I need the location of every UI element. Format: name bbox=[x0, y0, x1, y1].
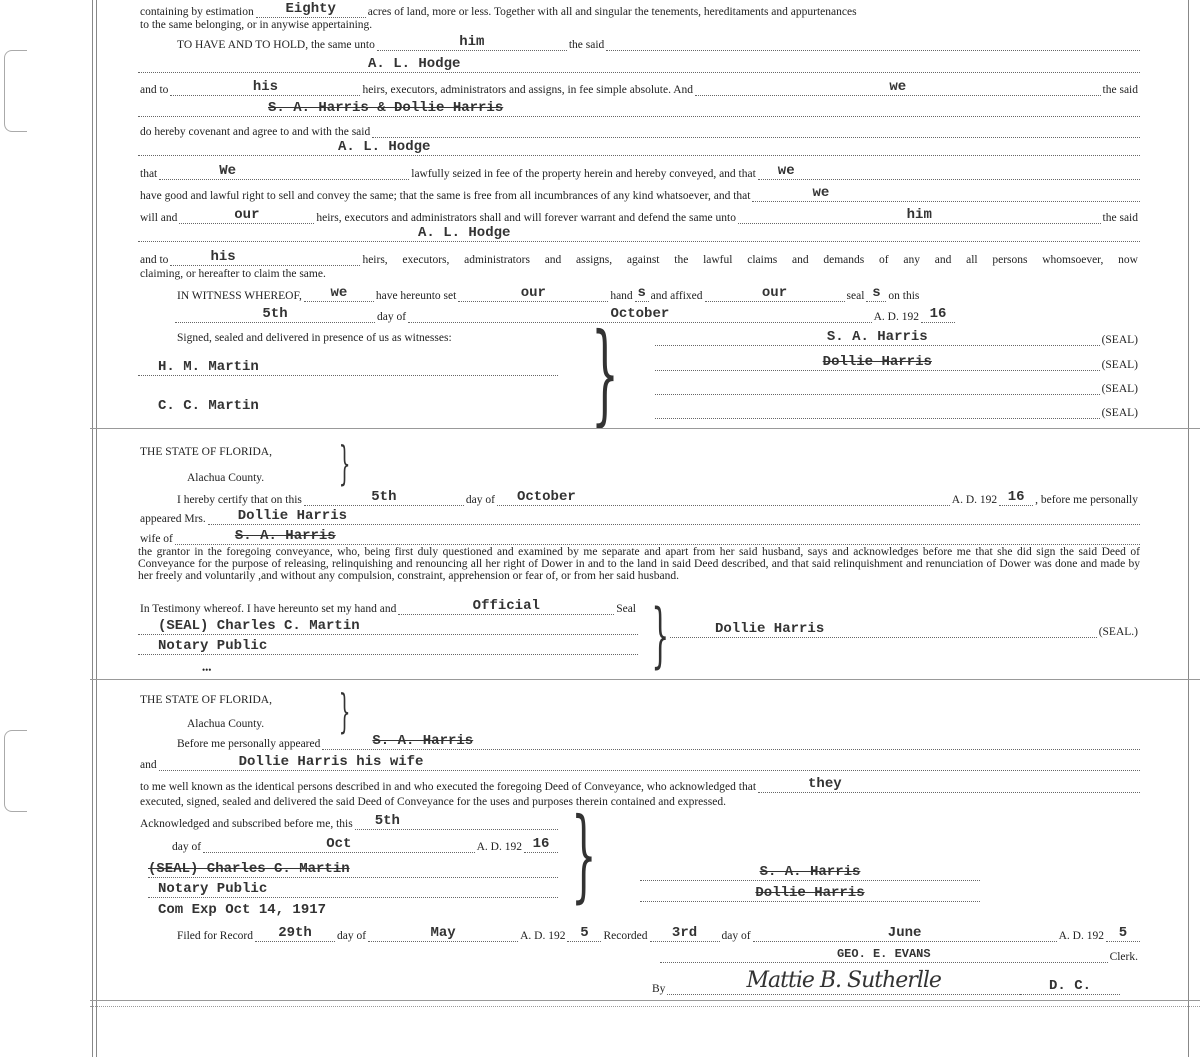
text: IN WITNESS WHEREOF, bbox=[177, 290, 302, 302]
text: to me well known as the identical persons described in and who executed the foregoing Deed of Conveyance, who acknowledged that bbox=[140, 781, 757, 793]
text: executed, signed, sealed and delivered the said Deed of Conveyance for the uses and purposes therein contained and expressed. bbox=[140, 796, 726, 808]
signer-line bbox=[655, 401, 1140, 419]
recorded-month-field: June bbox=[753, 924, 1057, 942]
deed-line bbox=[138, 55, 1140, 73]
notary-title: Notary Public bbox=[138, 637, 638, 655]
witness-signature bbox=[138, 358, 558, 376]
text: In Testimony whereof. I have hereunto set my hand and bbox=[140, 603, 397, 615]
deed-line bbox=[138, 162, 1140, 180]
deed-line bbox=[138, 262, 1140, 280]
year-field: 16 bbox=[524, 835, 558, 853]
deed-line bbox=[138, 120, 1140, 138]
signer-name bbox=[655, 401, 1100, 419]
text: TO HAVE AND TO HOLD, the same unto bbox=[177, 39, 375, 51]
deed-line bbox=[175, 33, 1140, 51]
text: acres of land, more or less. Together with all and singular the tenements, hereditaments and appurtenances bbox=[367, 6, 857, 18]
text: Signed, sealed and delivered in presence of us as witnesses: bbox=[177, 332, 452, 344]
witness-signature bbox=[138, 396, 558, 414]
month-field: Oct bbox=[203, 835, 475, 853]
signer-name: Dollie Harris bbox=[670, 620, 1097, 638]
notary-line bbox=[138, 637, 638, 655]
year-field: 16 bbox=[999, 488, 1033, 506]
signer-name bbox=[655, 377, 1100, 395]
field: our bbox=[705, 284, 845, 302]
binding-mark bbox=[4, 50, 27, 132]
text: that bbox=[140, 168, 158, 180]
field: his bbox=[170, 78, 360, 96]
notary-line bbox=[148, 860, 558, 878]
record-line bbox=[175, 924, 1140, 942]
notary-signature: (SEAL) Charles C. Martin bbox=[148, 860, 558, 878]
deed-line bbox=[138, 13, 1140, 31]
field: Official bbox=[398, 597, 614, 615]
text: THE STATE OF FLORIDA, bbox=[140, 446, 272, 458]
text: do hereby covenant and agree to and with the said bbox=[140, 126, 371, 138]
field: we bbox=[752, 184, 1140, 202]
signer-line bbox=[655, 353, 1140, 371]
text-line bbox=[175, 326, 575, 344]
text: heirs, executors and administrators shall and will forever warrant and defend the same unto bbox=[316, 212, 736, 224]
commission-expiry: Com Exp Oct 14, 1917 bbox=[158, 902, 327, 918]
text: day of bbox=[172, 841, 202, 853]
signer-line bbox=[655, 377, 1140, 395]
text: , before me personally bbox=[1035, 494, 1138, 506]
cert-line bbox=[138, 507, 1140, 525]
state-heading bbox=[138, 688, 438, 706]
dots bbox=[200, 658, 260, 676]
cert-line bbox=[138, 753, 1140, 771]
day-field: 5th bbox=[355, 812, 558, 830]
filed-year-field: 5 bbox=[567, 924, 601, 942]
field: Dollie Harris his wife bbox=[159, 753, 1140, 771]
binding-mark bbox=[4, 730, 27, 812]
signer-name: Dollie Harris bbox=[655, 353, 1100, 371]
dower-paragraph: the grantor in the foregoing conveyance, who, being first duly questioned and examined by me separate and apart from her said husband, says and acknowledges before me that she did sign the said Deed of Conveyance for the purpose of releasing, relinquishing and renouncing all her right of Dower in and to the land in said Deed described, and that said relinquishment and renunciation of Dower was done and made by her freely and voluntarily ,and without any compulsion, constraint, apprehension or fear of, or from her said husband. bbox=[138, 546, 1140, 582]
notary-line bbox=[148, 880, 558, 898]
notary-title: Notary Public bbox=[148, 880, 558, 898]
witness-name: C. C. Martin bbox=[158, 398, 259, 414]
field: they bbox=[758, 775, 1140, 793]
field: we bbox=[304, 284, 374, 302]
signer-name: Dollie Harris bbox=[640, 884, 980, 902]
cert-line bbox=[138, 790, 1140, 808]
witness-line bbox=[175, 284, 1140, 302]
field: s bbox=[866, 284, 886, 302]
text: A. D. 192 bbox=[951, 494, 998, 506]
grantee-field: A. L. Hodge bbox=[138, 138, 1140, 156]
deputy-clerk-label: D. C. bbox=[1020, 977, 1120, 995]
seal-label: (SEAL) bbox=[1101, 359, 1138, 371]
deed-line bbox=[138, 184, 1140, 202]
signer-line bbox=[655, 328, 1140, 346]
text: Seal bbox=[616, 603, 636, 615]
deed-line bbox=[138, 206, 1140, 224]
deputy-line bbox=[650, 967, 1120, 995]
seal-label: (SEAL) bbox=[1101, 334, 1138, 346]
signer-name: S. A. Harris bbox=[655, 328, 1100, 346]
grantee-field: A. L. Hodge bbox=[138, 55, 1140, 73]
deed-line bbox=[138, 138, 1140, 156]
field: we bbox=[758, 162, 1140, 180]
text: day of bbox=[337, 930, 367, 942]
bottom-rule bbox=[90, 1006, 1200, 1007]
text: have hereunto set bbox=[375, 290, 457, 302]
recorded-year-field: 5 bbox=[1106, 924, 1140, 942]
state-heading bbox=[138, 440, 438, 458]
ack-line bbox=[170, 835, 558, 853]
month-field: October bbox=[497, 488, 950, 506]
county-heading bbox=[185, 712, 325, 730]
section-divider bbox=[90, 679, 1200, 680]
bottom-rule bbox=[90, 1000, 1200, 1001]
text: Alachua County. bbox=[187, 472, 265, 484]
text: seal bbox=[846, 290, 865, 302]
text: I hereby certify that on this bbox=[177, 494, 302, 506]
brace: } bbox=[591, 309, 619, 437]
filed-day-field: 29th bbox=[255, 924, 335, 942]
brace: } bbox=[338, 436, 351, 490]
text: heirs, executors, administrators and assigns, against the lawful claims and demands of any and all persons whomsoever, now bbox=[362, 254, 1138, 266]
grantee-field: A. L. Hodge bbox=[138, 224, 1140, 242]
com-exp-line bbox=[148, 900, 558, 918]
seal-label: (SEAL.) bbox=[1098, 626, 1138, 638]
cert-line bbox=[138, 527, 1140, 545]
deed-line bbox=[138, 224, 1140, 242]
field: S. A. Harris bbox=[322, 732, 1140, 750]
text: and to bbox=[140, 84, 169, 96]
deed-line bbox=[138, 78, 1140, 96]
text: will and bbox=[140, 212, 178, 224]
date-line bbox=[175, 305, 955, 323]
signer-line bbox=[640, 863, 980, 881]
notary-line bbox=[138, 617, 638, 635]
field: Dollie Harris bbox=[208, 507, 1140, 525]
recorded-day-field: 3rd bbox=[650, 924, 720, 942]
text: claiming, or hereafter to claim the same. bbox=[140, 268, 326, 280]
notary-signature: (SEAL) Charles C. Martin bbox=[138, 617, 638, 635]
text: wife of bbox=[140, 533, 173, 545]
text: Before me personally appeared bbox=[177, 738, 321, 750]
cert-line bbox=[175, 488, 1140, 506]
brace: } bbox=[338, 684, 351, 738]
text: Filed for Record bbox=[177, 930, 254, 942]
brace: } bbox=[571, 796, 597, 913]
text: heirs, executors, administrators and assigns, in fee simple absolute. And bbox=[362, 84, 693, 96]
text: A. D. 192 bbox=[873, 311, 919, 323]
margin-line bbox=[1188, 0, 1189, 1057]
county-heading bbox=[185, 466, 325, 484]
year-field: 16 bbox=[921, 305, 955, 323]
text: appeared Mrs. bbox=[140, 513, 206, 525]
text: and bbox=[140, 759, 157, 771]
deed-line bbox=[138, 99, 1140, 117]
brace: } bbox=[651, 594, 670, 676]
text: the said bbox=[1102, 84, 1138, 96]
text: on this bbox=[888, 290, 920, 302]
grantors-field: S. A. Harris & Dollie Harris bbox=[138, 99, 1140, 117]
text: ••• bbox=[202, 665, 212, 675]
text: day of bbox=[721, 930, 751, 942]
cert-line bbox=[175, 732, 1140, 750]
testimony-line bbox=[138, 597, 638, 615]
text: day of bbox=[377, 311, 407, 323]
day-field: 5th bbox=[175, 305, 375, 323]
field: his bbox=[170, 249, 360, 266]
signer-name: S. A. Harris bbox=[640, 863, 980, 881]
signer-line bbox=[640, 884, 980, 902]
text: A. D. 192 bbox=[1058, 930, 1104, 942]
ack-line bbox=[138, 812, 558, 830]
text: the said bbox=[1102, 212, 1138, 224]
text: to the same belonging, or in anywise appertaining. bbox=[140, 19, 373, 31]
text: hand bbox=[610, 290, 633, 302]
witness-name: H. M. Martin bbox=[138, 358, 558, 376]
margin-line bbox=[92, 0, 93, 1057]
month-field: October bbox=[408, 305, 872, 323]
text: By bbox=[652, 983, 666, 995]
text: have good and lawful right to sell and convey the same; that the same is free from all incumbrances of any kind whatsoever, and that bbox=[140, 190, 751, 202]
text: and affixed bbox=[650, 290, 703, 302]
field: s bbox=[635, 284, 649, 302]
text: A. D. 192 bbox=[520, 930, 566, 942]
field: S. A. Harris bbox=[175, 527, 1140, 545]
field: We bbox=[159, 163, 409, 180]
text: containing by estimation bbox=[140, 6, 254, 18]
field: our bbox=[458, 284, 608, 302]
blank-field bbox=[372, 120, 1140, 138]
text: Clerk. bbox=[1109, 951, 1138, 963]
text: Acknowledged and subscribed before me, this bbox=[140, 818, 353, 830]
margin-line bbox=[96, 0, 97, 1057]
day-field: 5th bbox=[304, 488, 464, 506]
text: day of bbox=[465, 494, 495, 506]
text: the said bbox=[568, 39, 605, 51]
seal-label: (SEAL) bbox=[1101, 407, 1138, 419]
text: A. D. 192 bbox=[476, 841, 522, 853]
text: THE STATE OF FLORIDA, bbox=[140, 694, 272, 706]
filed-month-field: May bbox=[368, 924, 518, 942]
field: him bbox=[738, 206, 1101, 224]
acres-field: Eighty bbox=[256, 0, 366, 18]
text: lawfully seized in fee of the property herein and hereby conveyed, and that bbox=[411, 168, 756, 180]
clerk-line bbox=[660, 945, 1140, 963]
text: Recorded bbox=[603, 930, 648, 942]
clerk-name: GEO. E. EVANS bbox=[660, 945, 1108, 963]
section-divider bbox=[90, 428, 1200, 429]
seal-label: (SEAL) bbox=[1101, 383, 1138, 395]
deputy-clerk-signature: Mattie B. Sutherlle bbox=[667, 967, 1020, 995]
field: our bbox=[179, 206, 314, 224]
field: we bbox=[695, 78, 1101, 96]
blank-field bbox=[606, 33, 1140, 51]
signer-line bbox=[670, 620, 1140, 638]
text: and to bbox=[140, 254, 169, 266]
text: Alachua County. bbox=[187, 718, 265, 730]
grantee-pronoun-field: him bbox=[377, 33, 567, 51]
